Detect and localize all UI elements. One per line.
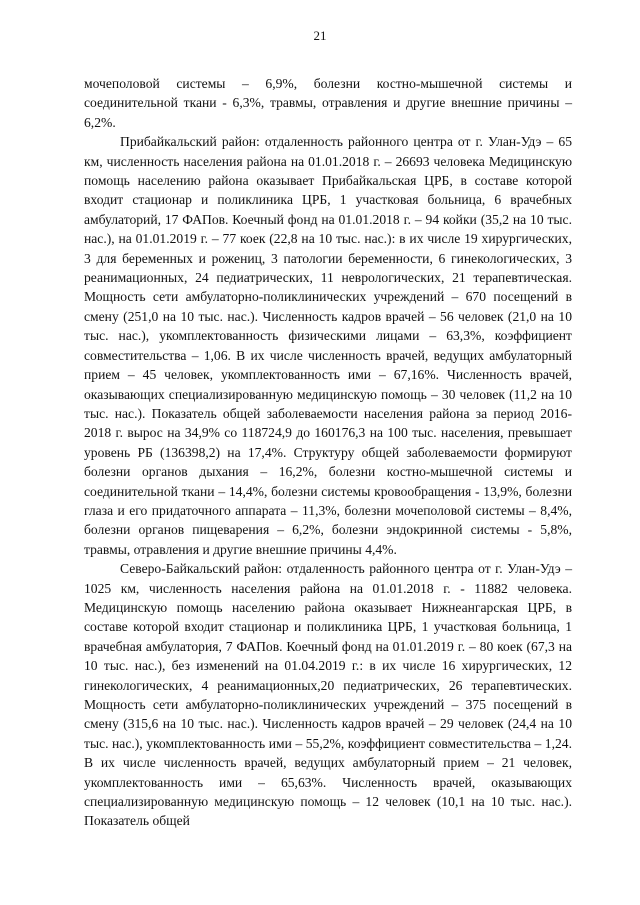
paragraph-continuation: мочеполовой системы – 6,9%, болезни костно-мышечной системы и соединительной ткани - 6,3%, травмы, отравления и другие внешние причины – 6,2%. bbox=[84, 76, 572, 130]
page-number: 21 bbox=[313, 28, 327, 43]
paragraph-pribaikalsky-district: Прибайкальский район: отдаленность районного центра от г. Улан-Удэ – 65 км, численность населения района на 01.01.2018 г. – 26693 человека Медицинскую помощь населению района оказывает Прибайкальская ЦРБ, в составе которой входит стационар и поликлиника ЦРБ, 1 участковая больница, 6 врачебных амбулаторий, 17 ФАПов. Коечный фонд на 01.01.2018 г. – 94 койки (35,2 на 10 тыс. нас.), на 01.01.2019 г. – 77 коек (22,8 на 10 тыс. нас.): в их числе 19 хирургических, 3 для беременных и рожениц, 3 патологии беременности, 6 гинекологических, 3 реанимационных, 24 педиатрических, 11 неврологических, 21 терапевтическая. Мощность сети амбулаторно-поликлинических учреждений – 670 посещений в смену (251,0 на 10 тыс. нас.). Численность кадров врачей – 56 человек (21,0 на 10 тыс. нас.), укомплектованность физическими лицами – 63,3%, коэффициент совместительства – 1,06. В их числе численность врачей, ведущих амбулаторный прием – 45 человек, укомплектованность ими – 67,16%. Численность врачей, оказывающих специализированную медицинскую помощь – 30 человек (11,2 на 10 тыс. нас.). Показатель общей заболеваемости населения района за период 2016-2018 г. вырос на 34,9% со 118724,9 до 160176,3 на 100 тыс. населения, превышает уровень РБ (136398,2) на 17,4%. Структуру общей заболеваемости формируют болезни органов дыхания – 16,2%, болезни костно-мышечной системы и соединительной ткани – 14,4%, болезни системы кровообращения - 13,9%, болезни глаза и его придаточного аппарата – 11,3%, болезни мочеполовой системы – 8,4%, болезни органов пищеварения – 6,2%, болезни эндокринной системы - 5,8%, травмы, отравления и другие внешние причины 4,4%. bbox=[84, 134, 572, 557]
paragraph-severo-baikalsky-district: Северо-Байкальский район: отдаленность районного центра от г. Улан-Удэ – 1025 км, численность населения района на 01.01.2018 г. - 11882 человека. Медицинскую помощь населению района оказывает Нижнеангарская ЦРБ, в составе которой входит стационар и поликлиника ЦРБ, 1 участковая больница, 1 врачебная амбулатория, 7 ФАПов. Коечный фонд на 01.01.2019 г. – 80 коек (67,3 на 10 тыс. нас.), без изменений на 01.04.2019 г.: в их числе 16 хирургических, 12 гинекологических, 4 реанимационных,20 педиатрических, 26 терапевтических. Мощность сети амбулаторно-поликлинических учреждений – 375 посещений в смену (315,6 на 10 тыс. нас.). Численность кадров врачей – 29 человек (24,4 на 10 тыс. нас.), укомплектованность ими – 55,2%, коэффициент совместительства – 1,24. В их числе численность врачей, ведущих амбулаторный прием – 21 человек, укомплектованность ими – 65,63%. Численность врачей, оказывающих специализированную медицинскую помощь – 12 человек (10,1 на 10 тыс. нас.). Показатель общей bbox=[84, 561, 572, 829]
body-text bbox=[84, 74, 572, 831]
